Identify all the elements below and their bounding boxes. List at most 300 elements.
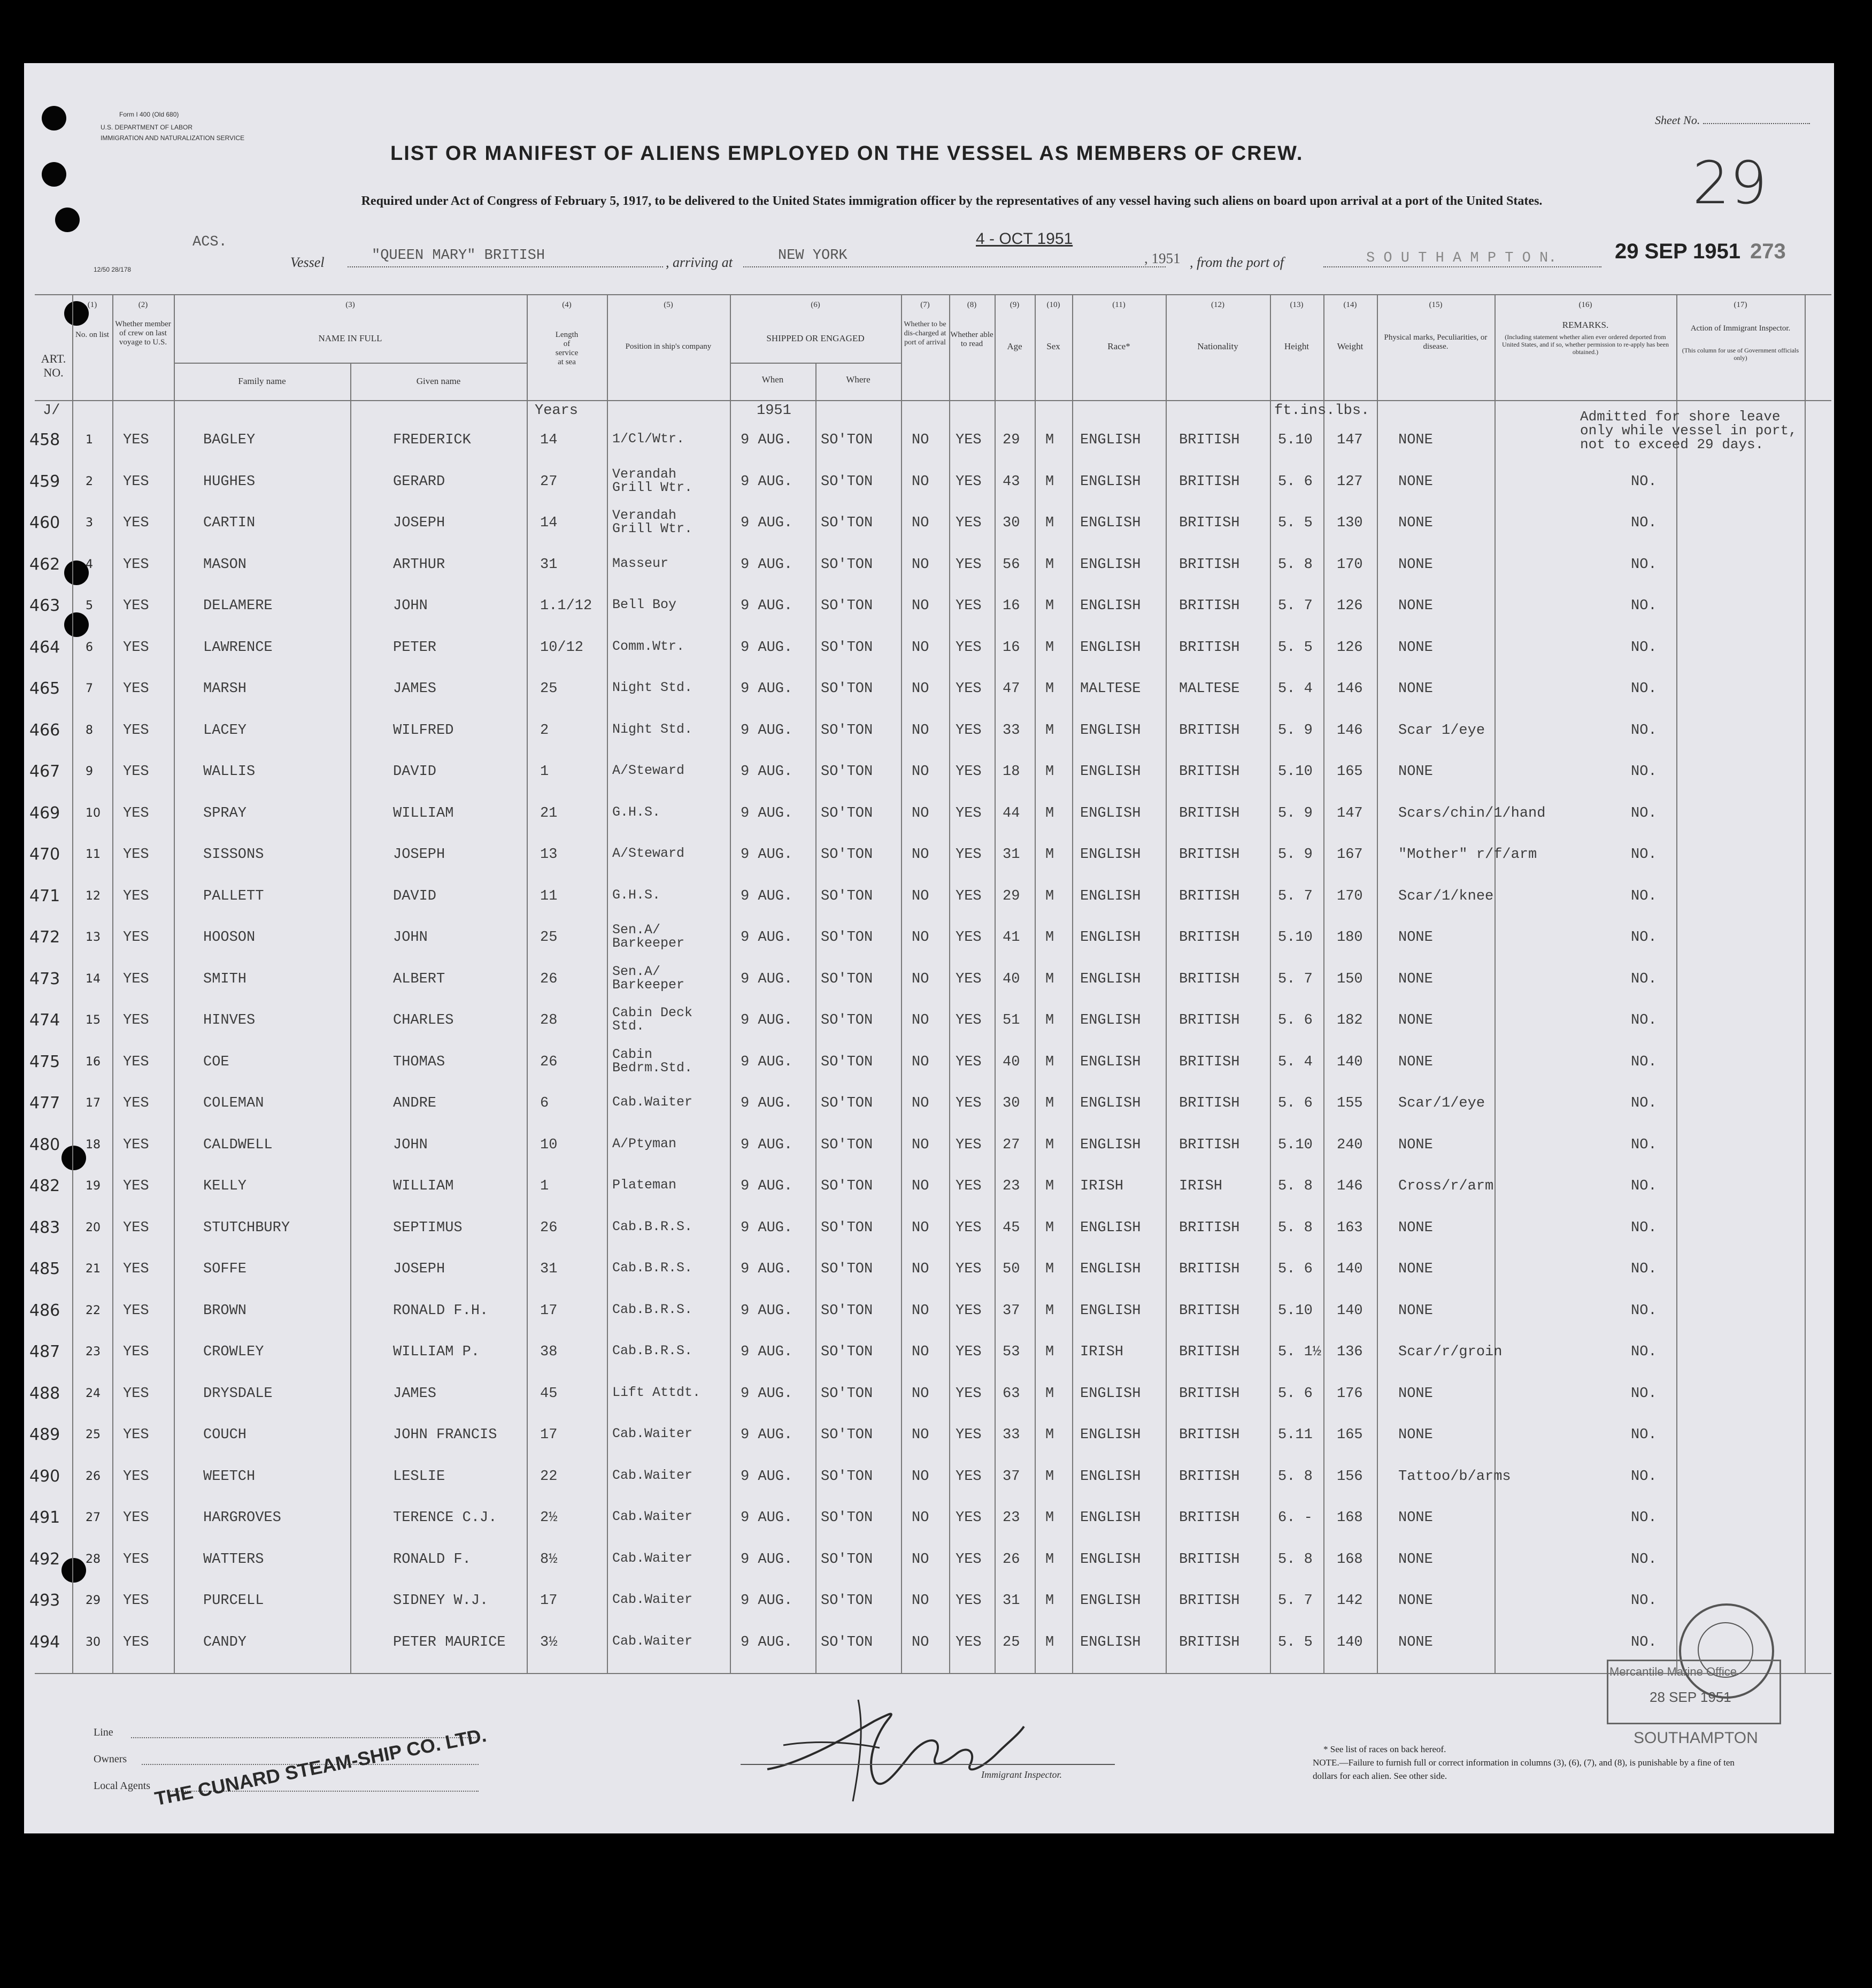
cell-sex: M: [1045, 971, 1054, 987]
cell-remarks: NO.: [1631, 1012, 1657, 1028]
cell-remarks: NO.: [1631, 1468, 1657, 1485]
cell-age: 30: [1003, 1095, 1020, 1111]
header-age: Age: [1007, 341, 1022, 351]
cell-previous-voyage: YES: [123, 1219, 149, 1236]
cell-race: ENGLISH: [1080, 847, 1141, 863]
cell-weight: 146: [1337, 1178, 1363, 1194]
cell-physical-marks: NONE: [1398, 971, 1433, 987]
col-line: [815, 363, 816, 1673]
cell-given-name: WILLIAM: [393, 805, 454, 822]
header-col1: No. on list: [75, 331, 109, 339]
cell-discharge: NO: [912, 1012, 929, 1028]
cell-service-length: 17: [540, 1302, 558, 1319]
cell-previous-voyage: YES: [123, 1427, 149, 1443]
cell-height: 5. 7: [1278, 888, 1313, 904]
cell-shipped-when: 9 AUG.: [741, 971, 793, 987]
cell-discharge: NO: [912, 847, 929, 863]
cell-able-to-read: YES: [956, 888, 982, 904]
punch-hole: [61, 1146, 86, 1170]
cell-physical-marks: NONE: [1398, 1012, 1433, 1028]
arrival-date-stamp: 4 - OCT 1951: [976, 230, 1073, 248]
cell-discharge: NO: [912, 1551, 929, 1568]
cell-family-name: SOFFE: [203, 1261, 247, 1277]
cell-list-no: 8: [86, 723, 93, 737]
cell-height: 5. 7: [1278, 598, 1313, 614]
cell-sex: M: [1045, 1012, 1054, 1028]
cell-physical-marks: NONE: [1398, 598, 1433, 614]
cell-shipped-when: 9 AUG.: [741, 1012, 793, 1028]
cell-race: MALTESE: [1080, 681, 1141, 697]
cell-art-no: 470: [29, 845, 60, 864]
header-bottom-border: [35, 400, 1831, 401]
cell-age: 44: [1003, 805, 1020, 822]
cell-remarks: NO.: [1631, 473, 1657, 490]
cell-previous-voyage: YES: [123, 515, 149, 531]
cell-service-length: 14: [540, 432, 558, 448]
cell-discharge: NO: [912, 1261, 929, 1277]
cell-remarks: NO.: [1631, 1510, 1657, 1526]
cell-sex: M: [1045, 764, 1054, 780]
cell-discharge: NO: [912, 432, 929, 448]
cell-remarks: NO.: [1631, 805, 1657, 822]
from-port: S O U T H A M P T O N.: [1366, 250, 1557, 266]
cell-previous-voyage: YES: [123, 556, 149, 573]
cell-weight: 165: [1337, 764, 1363, 780]
cell-remarks: NO.: [1631, 1178, 1657, 1194]
cell-physical-marks: Tattoo/b/arms: [1398, 1468, 1511, 1485]
cell-height: 5. 6: [1278, 1385, 1313, 1402]
cell-family-name: WEETCH: [203, 1468, 256, 1485]
cell-weight: 163: [1337, 1219, 1363, 1236]
cell-able-to-read: YES: [956, 764, 982, 780]
cell-sex: M: [1045, 1427, 1054, 1443]
cell-shipped-where: SO'TON: [821, 1178, 873, 1194]
cell-position: Cab.Waiter: [612, 1633, 693, 1649]
cell-list-no: 24: [86, 1386, 101, 1400]
cell-nationality: BRITISH: [1179, 473, 1240, 490]
cell-previous-voyage: YES: [123, 1137, 149, 1153]
cell-race: ENGLISH: [1080, 1054, 1141, 1070]
header-col7: Whether to be dis-charged at port of arrival: [904, 320, 946, 347]
cell-race: ENGLISH: [1080, 805, 1141, 822]
cell-sex: M: [1045, 1551, 1054, 1568]
cell-height: 5. 8: [1278, 1551, 1313, 1568]
cell-given-name: RONALD F.H.: [393, 1302, 489, 1319]
header-art-no: ART. NO.: [41, 352, 66, 379]
mercantile-place: SOUTHAMPTON: [1634, 1729, 1758, 1747]
col-line: [174, 294, 175, 1673]
cell-shipped-where: SO'TON: [821, 1634, 873, 1651]
cell-list-no: 15: [86, 1014, 101, 1027]
cell-race: ENGLISH: [1080, 1302, 1141, 1319]
cell-family-name: DELAMERE: [203, 598, 273, 614]
cell-nationality: BRITISH: [1179, 1219, 1240, 1236]
col-line: [730, 294, 731, 1673]
punch-hole: [42, 162, 66, 187]
cell-list-no: 23: [86, 1345, 101, 1358]
cell-age: 25: [1003, 1634, 1020, 1651]
header-col7-num: (7): [920, 301, 930, 309]
cell-physical-marks: NONE: [1398, 639, 1433, 656]
cell-service-length: 10: [540, 1137, 558, 1153]
cell-shipped-when: 9 AUG.: [741, 1634, 793, 1651]
cell-shipped-when: 9 AUG.: [741, 1178, 793, 1194]
header-col15-num: (15): [1429, 301, 1443, 309]
cell-discharge: NO: [912, 639, 929, 656]
cell-shipped-when: 9 AUG.: [741, 1137, 793, 1153]
cell-given-name: WILLIAM P.: [393, 1344, 480, 1360]
cell-age: 45: [1003, 1219, 1020, 1236]
cell-discharge: NO: [912, 971, 929, 987]
cell-shipped-where: SO'TON: [821, 1551, 873, 1568]
cell-height: 5. 7: [1278, 1593, 1313, 1609]
cell-art-no: 464: [29, 638, 60, 657]
header-race: Race*: [1107, 341, 1130, 351]
header-name-in-full: NAME IN FULL: [318, 333, 382, 343]
col-line: [72, 294, 73, 1673]
cell-nationality: BRITISH: [1179, 1302, 1240, 1319]
cell-physical-marks: "Mother" r/f/arm: [1398, 847, 1537, 863]
cell-weight: 147: [1337, 805, 1363, 822]
cell-weight: 126: [1337, 598, 1363, 614]
header-nationality: Nationality: [1197, 341, 1238, 351]
cell-able-to-read: YES: [956, 1302, 982, 1319]
cell-physical-marks: Cross/r/arm: [1398, 1178, 1494, 1194]
cell-previous-voyage: YES: [123, 1551, 149, 1568]
cell-position: Cab.Waiter: [612, 1426, 693, 1441]
cell-service-length: 26: [540, 1054, 558, 1070]
cell-family-name: STUTCHBURY: [203, 1219, 290, 1236]
cell-position: Lift Attdt.: [612, 1384, 701, 1400]
cell-height: 5. 4: [1278, 681, 1313, 697]
cell-shipped-when: 9 AUG.: [741, 847, 793, 863]
received-date-stamp: 29 SEP 1951: [1615, 240, 1741, 263]
cell-shipped-when: 9 AUG.: [741, 1427, 793, 1443]
header-col12-num: (12): [1211, 301, 1224, 309]
cell-remarks: NO.: [1631, 764, 1657, 780]
cell-nationality: BRITISH: [1179, 1012, 1240, 1028]
cell-discharge: NO: [912, 1593, 929, 1609]
header-col8: Whether able to read: [950, 331, 993, 348]
form-code: 12/50 28/178: [94, 266, 132, 273]
header-col5-num: (5): [664, 301, 673, 309]
cell-shipped-where: SO'TON: [821, 1012, 873, 1028]
cell-art-no: 475: [29, 1052, 60, 1071]
cell-position: Night Std.: [612, 680, 693, 695]
cell-list-no: 9: [86, 765, 93, 778]
cell-art-no: 483: [29, 1218, 60, 1237]
cell-given-name: ALBERT: [393, 971, 445, 987]
unit-year: 1951: [757, 403, 791, 419]
mercantile-office-label: Mercantile Marine Office: [1609, 1665, 1737, 1678]
table-bottom-border: [35, 1673, 1831, 1674]
header-col14-num: (14): [1343, 301, 1357, 309]
cell-art-no: 477: [29, 1094, 60, 1112]
header-col10-num: (10): [1046, 301, 1060, 309]
cell-previous-voyage: YES: [123, 1344, 149, 1360]
cell-list-no: 29: [86, 1594, 101, 1607]
cell-list-no: 3: [86, 516, 93, 529]
cell-age: 63: [1003, 1385, 1020, 1402]
cell-weight: 176: [1337, 1385, 1363, 1402]
cell-remarks: NO.: [1631, 1427, 1657, 1443]
cell-race: ENGLISH: [1080, 930, 1141, 946]
cell-sex: M: [1045, 1137, 1054, 1153]
cell-shipped-where: SO'TON: [821, 473, 873, 490]
cell-physical-marks: NONE: [1398, 515, 1433, 531]
races-note: * See list of races on back hereof.: [1323, 1744, 1446, 1754]
cell-race: ENGLISH: [1080, 1095, 1141, 1111]
cell-shipped-where: SO'TON: [821, 1261, 873, 1277]
cell-height: 5.10: [1278, 930, 1313, 946]
cell-physical-marks: Scar 1/eye: [1398, 722, 1485, 739]
cell-able-to-read: YES: [956, 639, 982, 656]
cell-shipped-when: 9 AUG.: [741, 930, 793, 946]
cell-able-to-read: YES: [956, 1634, 982, 1651]
header-height: Height: [1284, 341, 1309, 351]
cell-physical-marks: NONE: [1398, 1054, 1433, 1070]
header-col11-num: (11): [1112, 301, 1126, 309]
cell-race: ENGLISH: [1080, 722, 1141, 739]
cell-physical-marks: NONE: [1398, 930, 1433, 946]
cell-position: Cabin Deck Std.: [612, 1005, 693, 1034]
cell-given-name: JOHN: [393, 1137, 428, 1153]
cell-sex: M: [1045, 1302, 1054, 1319]
cell-race: ENGLISH: [1080, 1510, 1141, 1526]
cell-nationality: BRITISH: [1179, 805, 1240, 822]
cell-position: Sen.A/ Barkeeper: [612, 963, 685, 993]
cell-art-no: 489: [29, 1425, 60, 1444]
cell-list-no: 18: [86, 1138, 101, 1152]
cell-nationality: BRITISH: [1179, 556, 1240, 573]
cell-remarks: NO.: [1631, 681, 1657, 697]
cell-list-no: 25: [86, 1428, 101, 1441]
cell-family-name: MASON: [203, 556, 247, 573]
cell-race: ENGLISH: [1080, 888, 1141, 904]
acs-label: ACS.: [192, 234, 227, 250]
cell-list-no: 6: [86, 640, 93, 654]
cell-height: 5. 6: [1278, 1012, 1313, 1028]
cell-discharge: NO: [912, 1302, 929, 1319]
cell-sex: M: [1045, 1178, 1054, 1194]
cell-art-no: 482: [29, 1177, 60, 1195]
cell-able-to-read: YES: [956, 1468, 982, 1485]
cell-position: Masseur: [612, 555, 669, 571]
sheet-number-label: Sheet No.: [1655, 113, 1810, 127]
cell-weight: 147: [1337, 432, 1363, 448]
punch-hole: [61, 1558, 86, 1583]
cell-weight: 140: [1337, 1054, 1363, 1070]
cell-height: 5.10: [1278, 1137, 1313, 1153]
cell-height: 5. 8: [1278, 1468, 1313, 1485]
cell-service-length: 10/12: [540, 639, 584, 656]
cell-discharge: NO: [912, 1385, 929, 1402]
cell-able-to-read: YES: [956, 1054, 982, 1070]
cell-height: 5. 6: [1278, 473, 1313, 490]
cell-able-to-read: YES: [956, 930, 982, 946]
cell-service-length: 2½: [540, 1510, 558, 1526]
cell-shipped-when: 9 AUG.: [741, 1219, 793, 1236]
cell-discharge: NO: [912, 515, 929, 531]
cell-family-name: WATTERS: [203, 1551, 264, 1568]
cell-list-no: 13: [86, 931, 101, 944]
cell-family-name: PURCELL: [203, 1593, 264, 1609]
owners-label: Owners: [94, 1753, 127, 1765]
cell-art-no: 465: [29, 679, 60, 698]
vessel-name-line: [348, 266, 663, 267]
cell-given-name: CHARLES: [393, 1012, 454, 1028]
cell-physical-marks: Scars/chin/1/hand: [1398, 805, 1546, 822]
cell-sex: M: [1045, 1385, 1054, 1402]
cell-sex: M: [1045, 805, 1054, 822]
col-line: [1805, 294, 1806, 1673]
header-col1-num: (1): [87, 301, 97, 309]
cell-height: 5. 8: [1278, 1178, 1313, 1194]
cell-discharge: NO: [912, 1054, 929, 1070]
cell-able-to-read: YES: [956, 473, 982, 490]
col-line: [995, 294, 996, 1673]
punch-hole: [42, 106, 66, 131]
cell-position: Cabin Bedrm.Std.: [612, 1046, 693, 1076]
cell-discharge: NO: [912, 930, 929, 946]
cell-physical-marks: Scar/r/groin: [1398, 1344, 1503, 1360]
cell-given-name: TERENCE C.J.: [393, 1510, 497, 1526]
cell-age: 56: [1003, 556, 1020, 573]
cell-age: 31: [1003, 847, 1020, 863]
cell-art-no: 459: [29, 472, 60, 491]
cell-service-length: 1.1/12: [540, 598, 592, 614]
cell-age: 47: [1003, 681, 1020, 697]
header-remarks: REMARKS.: [1562, 320, 1609, 330]
cell-race: ENGLISH: [1080, 1137, 1141, 1153]
unit-years: Years: [535, 403, 579, 419]
cell-physical-marks: Scar/1/eye: [1398, 1095, 1485, 1111]
cell-shipped-when: 9 AUG.: [741, 805, 793, 822]
cell-race: ENGLISH: [1080, 1012, 1141, 1028]
header-col17-num: (17): [1734, 301, 1747, 309]
cell-given-name: JAMES: [393, 1385, 437, 1402]
cell-age: 16: [1003, 639, 1020, 656]
cell-shipped-when: 9 AUG.: [741, 1261, 793, 1277]
cell-nationality: BRITISH: [1179, 1510, 1240, 1526]
cell-remarks: NO.: [1631, 1593, 1657, 1609]
cell-shipped-when: 9 AUG.: [741, 556, 793, 573]
cell-sex: M: [1045, 847, 1054, 863]
cell-height: 5. 9: [1278, 722, 1313, 739]
cell-weight: 130: [1337, 515, 1363, 531]
cell-art-no: 486: [29, 1301, 60, 1320]
cell-height: 5. 8: [1278, 1219, 1313, 1236]
cell-given-name: SIDNEY W.J.: [393, 1593, 489, 1609]
cell-shipped-when: 9 AUG.: [741, 1551, 793, 1568]
cell-family-name: CALDWELL: [203, 1137, 273, 1153]
header-col4-num: (4): [562, 301, 572, 309]
cell-able-to-read: YES: [956, 1137, 982, 1153]
header-sex: Sex: [1046, 341, 1060, 351]
cell-service-length: 11: [540, 888, 558, 904]
cell-nationality: BRITISH: [1179, 1427, 1240, 1443]
cell-physical-marks: NONE: [1398, 1302, 1433, 1319]
cell-race: ENGLISH: [1080, 1468, 1141, 1485]
cell-shipped-where: SO'TON: [821, 1385, 873, 1402]
cell-given-name: JOHN: [393, 598, 428, 614]
cell-shipped-when: 9 AUG.: [741, 1344, 793, 1360]
cell-weight: 180: [1337, 930, 1363, 946]
cell-art-no: 492: [29, 1549, 60, 1569]
cell-nationality: BRITISH: [1179, 1468, 1240, 1485]
cell-height: 5. 5: [1278, 515, 1313, 531]
cell-art-no: 469: [29, 803, 60, 823]
cell-able-to-read: YES: [956, 1261, 982, 1277]
cell-position: Cab.Waiter: [612, 1550, 693, 1566]
cell-list-no: 22: [86, 1303, 101, 1317]
header-when: When: [761, 374, 784, 385]
cell-given-name: JOSEPH: [393, 1261, 445, 1277]
cell-sex: M: [1045, 556, 1054, 573]
cell-previous-voyage: YES: [123, 1385, 149, 1402]
cell-shipped-where: SO'TON: [821, 1510, 873, 1526]
stamp-number: 273: [1750, 240, 1786, 263]
cell-physical-marks: NONE: [1398, 1261, 1433, 1277]
cell-sex: M: [1045, 515, 1054, 531]
cell-service-length: 22: [540, 1468, 558, 1485]
cell-previous-voyage: YES: [123, 1634, 149, 1651]
cell-list-no: 14: [86, 972, 101, 986]
inspector-signature: [751, 1689, 1029, 1807]
cell-shipped-when: 9 AUG.: [741, 515, 793, 531]
cell-remarks: NO.: [1631, 1054, 1657, 1070]
cell-nationality: BRITISH: [1179, 1137, 1240, 1153]
cell-position: Cab.B.R.S.: [612, 1218, 693, 1234]
cell-family-name: BAGLEY: [203, 432, 256, 448]
cell-race: IRISH: [1080, 1178, 1124, 1194]
cell-previous-voyage: YES: [123, 888, 149, 904]
cell-previous-voyage: YES: [123, 681, 149, 697]
cell-weight: 140: [1337, 1634, 1363, 1651]
cell-sex: M: [1045, 1261, 1054, 1277]
form-number: Form I 400 (Old 680): [119, 111, 179, 118]
cell-remarks: NO.: [1631, 930, 1657, 946]
cell-family-name: PALLETT: [203, 888, 264, 904]
cell-shipped-where: SO'TON: [821, 432, 873, 448]
page-subtitle: Required under Act of Congress of February 5, 1917, to be delivered to the United States immigration officer by the representatives of any vessel having such aliens on board upon arrival at a port of the United States.: [361, 194, 1543, 208]
cell-discharge: NO: [912, 473, 929, 490]
header-col3-num: (3): [345, 301, 355, 309]
cell-remarks: NO.: [1631, 515, 1657, 531]
cell-height: 5. 5: [1278, 1634, 1313, 1651]
cell-previous-voyage: YES: [123, 764, 149, 780]
col-line: [527, 294, 528, 1673]
cell-service-length: 25: [540, 930, 558, 946]
col-line: [1035, 294, 1036, 1673]
cell-weight: 167: [1337, 847, 1363, 863]
cell-given-name: WILLIAM: [393, 1178, 454, 1194]
cell-list-no: 28: [86, 1552, 101, 1566]
cell-shipped-where: SO'TON: [821, 805, 873, 822]
arriving-label: , arriving at: [666, 255, 733, 270]
cell-race: ENGLISH: [1080, 1261, 1141, 1277]
cell-shipped-where: SO'TON: [821, 515, 873, 531]
header-remarks-note: (Including statement whether alien ever ordered deported from United States, and if so, whether permission to re-apply has been obtained.): [1502, 333, 1669, 356]
header-shipped: SHIPPED OR ENGAGED: [766, 333, 865, 343]
cell-nationality: BRITISH: [1179, 432, 1240, 448]
cell-race: ENGLISH: [1080, 598, 1141, 614]
header-col2: Whether member of crew on last voyage to U.S.: [115, 320, 171, 347]
cell-weight: 126: [1337, 639, 1363, 656]
cell-nationality: BRITISH: [1179, 639, 1240, 656]
cell-remarks: NO.: [1631, 556, 1657, 573]
cell-height: 5. 9: [1278, 847, 1313, 863]
